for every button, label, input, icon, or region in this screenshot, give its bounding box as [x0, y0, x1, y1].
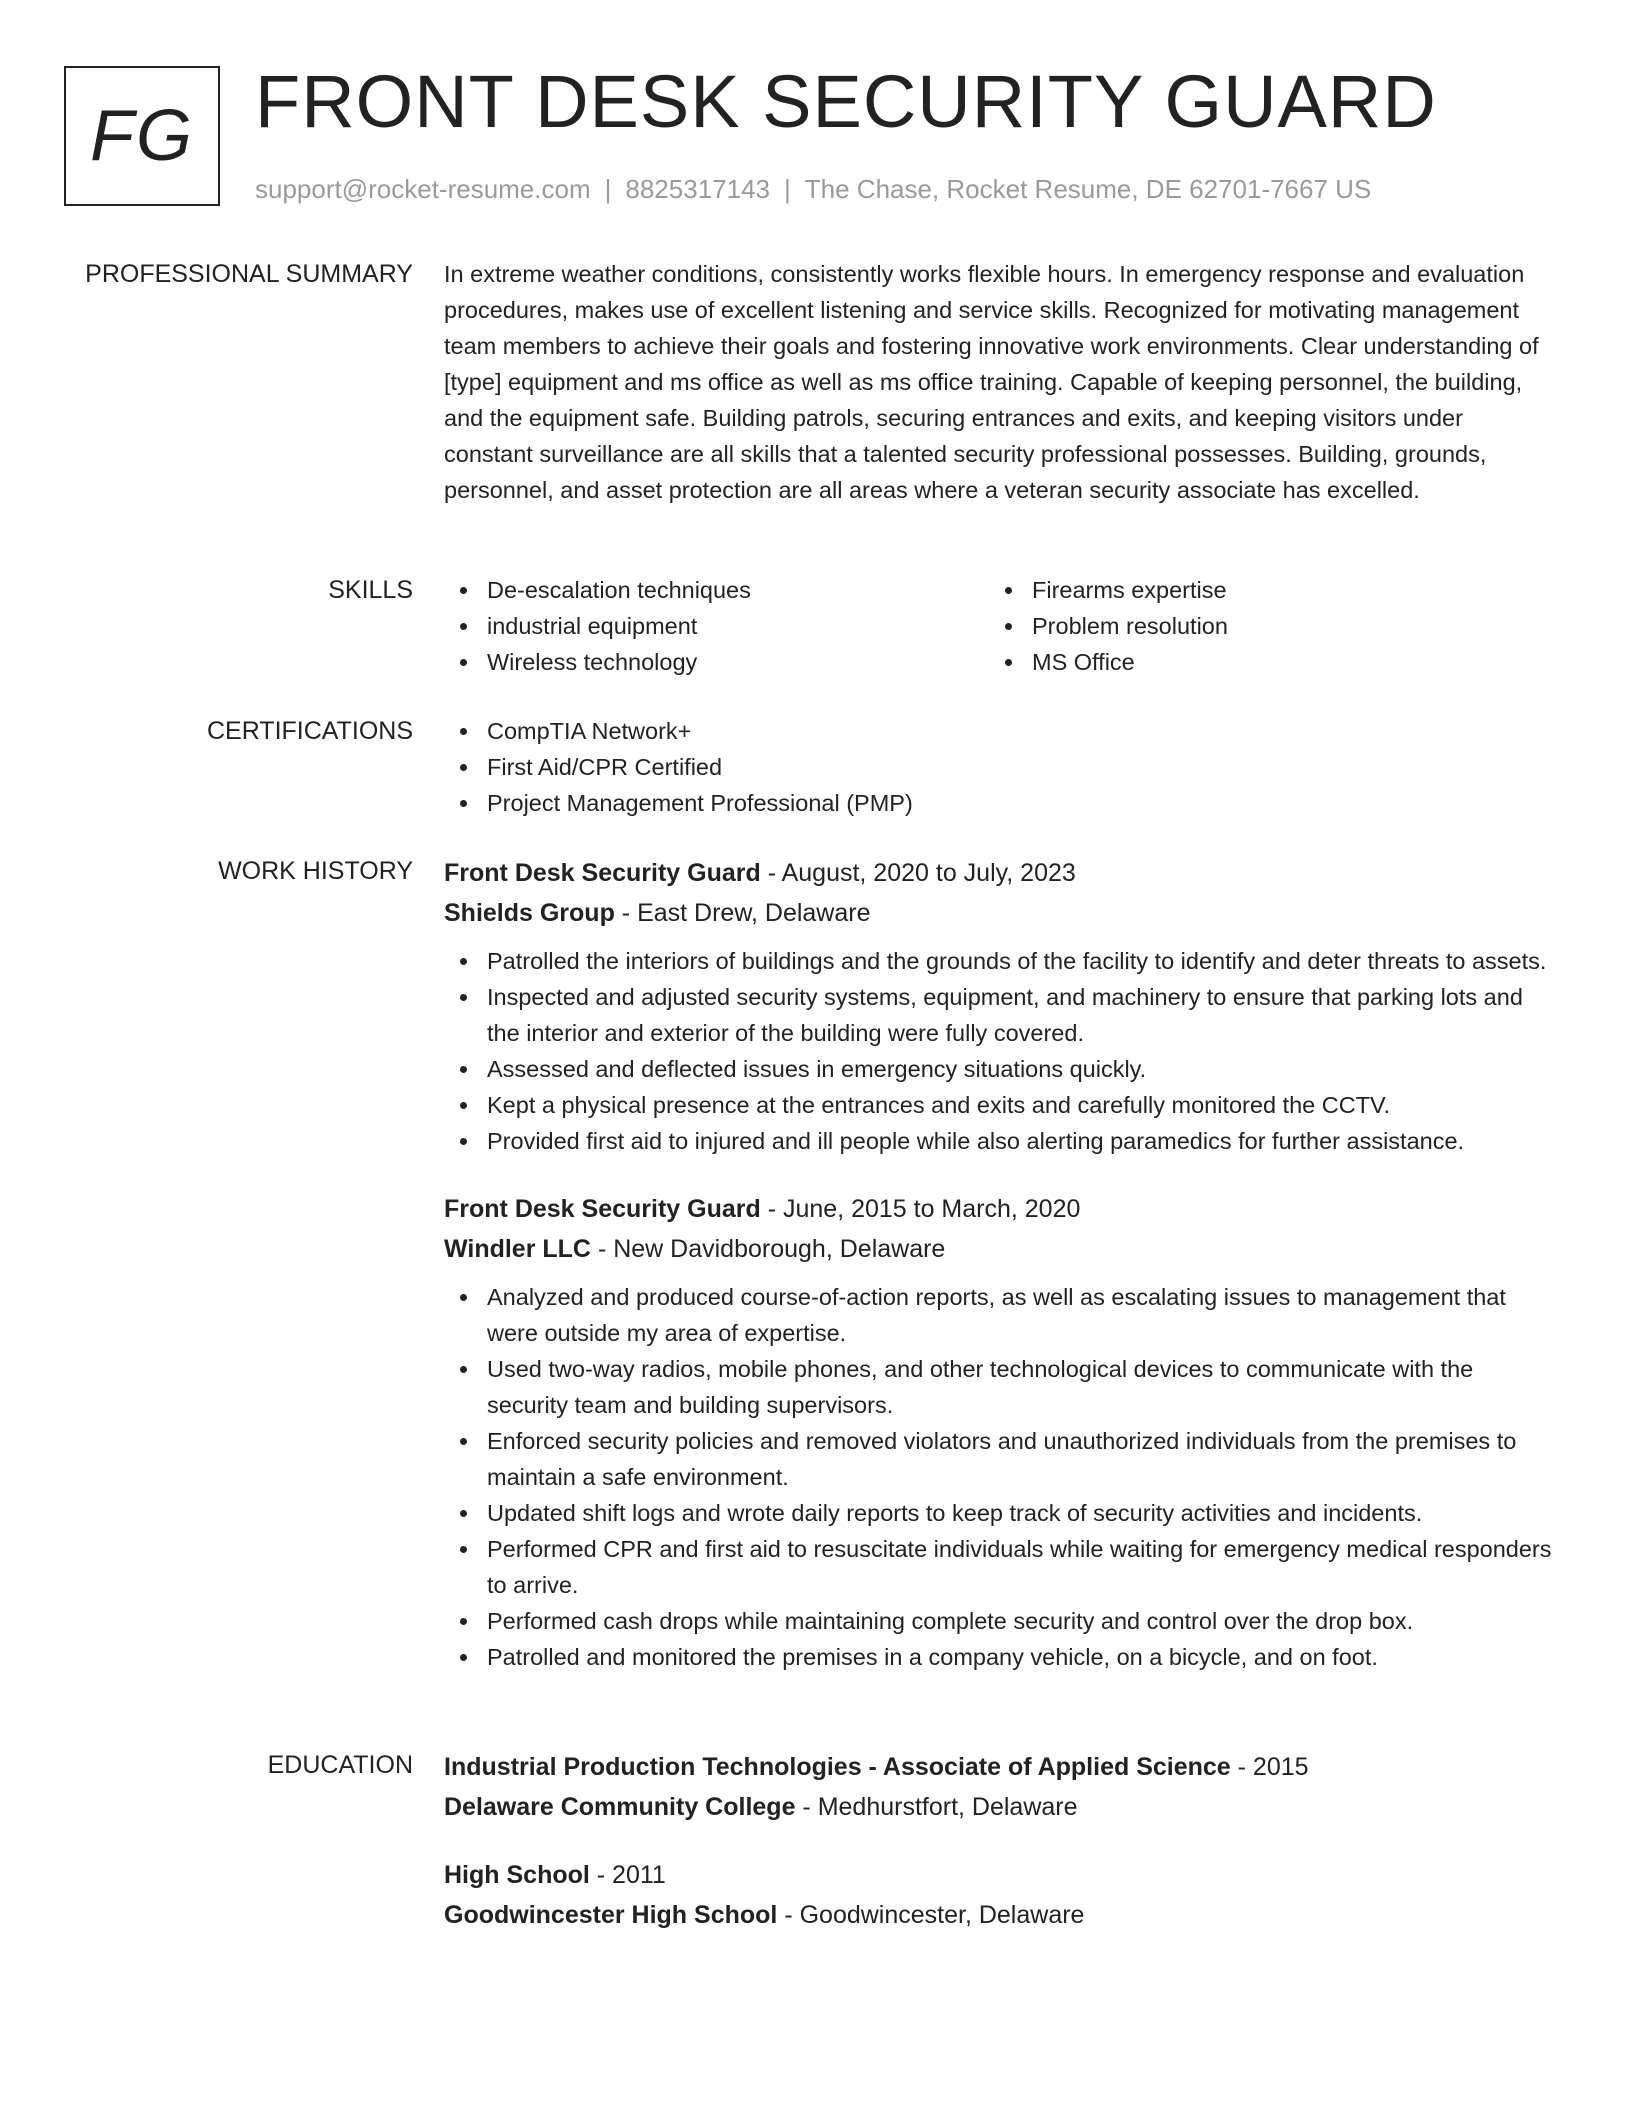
contact-separator: | — [784, 174, 791, 204]
work-history-heading: WORK HISTORY — [218, 857, 413, 885]
job-title-line — [444, 1189, 1552, 1229]
monogram-initials: FG — [90, 96, 194, 176]
list-item: Wireless technology — [444, 644, 989, 680]
monogram-box — [64, 66, 220, 206]
list-item: Performed cash drops while maintaining complete security and control over the drop box. — [444, 1603, 1552, 1639]
list-item: Used two-way radios, mobile phones, and other technological devices to communicate with the security team and building supervisors. — [444, 1351, 1552, 1423]
job-dates: - June, 2015 to March, 2020 — [760, 1195, 1081, 1223]
education-body — [444, 1747, 1552, 1935]
list-item: Project Management Professional (PMP) — [444, 785, 1552, 821]
list-item: Patrolled the interiors of buildings and the grounds of the facility to identify and deter threats to assets. — [444, 943, 1552, 979]
job-title-line — [444, 853, 1552, 893]
school-location: - Medhurstfort, Delaware — [795, 1793, 1078, 1821]
job-duties — [444, 1279, 1552, 1675]
list-item: CompTIA Network+ — [444, 713, 1552, 749]
degree: High School — [444, 1861, 590, 1889]
list-item: MS Office — [989, 644, 1534, 680]
education-heading: EDUCATION — [267, 1751, 413, 1779]
job-title: Front Desk Security Guard — [444, 859, 761, 887]
degree-line — [444, 1747, 1552, 1787]
list-item: Assessed and deflected issues in emergency situations quickly. — [444, 1051, 1552, 1087]
list-item: industrial equipment — [444, 608, 989, 644]
contact-email[interactable]: support@rocket-resume.com — [255, 174, 591, 204]
job-dates: - August, 2020 to July, 2023 — [760, 859, 1076, 887]
skills-lists — [444, 572, 1552, 680]
job-entry — [444, 1189, 1552, 1675]
certifications-list — [444, 713, 1552, 821]
job-company: Windler LLC — [444, 1235, 591, 1263]
job-title: Front Desk Security Guard — [444, 1195, 761, 1223]
entry-spacer — [444, 1827, 1552, 1855]
list-item: Inspected and adjusted security systems, equipment, and machinery to ensure that parking lots and the interior and exterior of the building were fully covered. — [444, 979, 1552, 1051]
entry-spacer — [444, 1159, 1552, 1189]
list-item: Performed CPR and first aid to resuscitate individuals while waiting for emergency medical responders to arrive. — [444, 1531, 1552, 1603]
contact-phone[interactable]: 8825317143 — [625, 174, 770, 204]
summary-text: In extreme weather conditions, consistently works flexible hours. In emergency response and evaluation procedures, makes use of excellent listening and service skills. Recognized for motivating management team members to achieve their goals and fostering innovative work environments. Clear understanding of [type] equipment and ms office as well as ms office training. Capable of keeping personnel, the building, and the equipment safe. Building patrols, securing entrances and exits, and keeping visitors under constant surveillance are all skills that a talented security professional possesses. Building, grounds, personnel, and asset protection are all areas where a veteran security associate has excelled. — [444, 261, 1539, 503]
list-item: Problem resolution — [989, 608, 1534, 644]
certifications-heading: CERTIFICATIONS — [206, 717, 413, 745]
job-location: - New Davidborough, Delaware — [591, 1235, 946, 1263]
school-line — [444, 1787, 1552, 1827]
education-entry — [444, 1747, 1552, 1827]
job-entry — [444, 853, 1552, 1159]
skills-list-right — [989, 572, 1534, 680]
degree-line — [444, 1855, 1552, 1895]
list-item: Patrolled and monitored the premises in a company vehicle, on a bicycle, and on foot. — [444, 1639, 1552, 1675]
list-item: Analyzed and produced course-of-action reports, as well as escalating issues to management that were outside my area of expertise. — [444, 1279, 1552, 1351]
work-history-body — [444, 853, 1552, 1675]
education-entry — [444, 1855, 1552, 1935]
certifications-body — [444, 713, 1552, 821]
list-item: First Aid/CPR Certified — [444, 749, 1552, 785]
list-item: Firearms expertise — [989, 572, 1534, 608]
school-line — [444, 1895, 1552, 1935]
list-item: Enforced security policies and removed violators and unauthorized individuals from the premises to maintain a safe environment. — [444, 1423, 1552, 1495]
summary-heading: PROFESSIONAL SUMMARY — [85, 260, 413, 288]
contact-separator: | — [604, 174, 612, 204]
contact-line — [255, 172, 1592, 206]
list-item: De-escalation techniques — [444, 572, 989, 608]
school: Delaware Community College — [444, 1793, 796, 1821]
list-item: Provided first aid to injured and ill people while also alerting paramedics for further assistance. — [444, 1123, 1552, 1159]
degree-year: - 2011 — [589, 1861, 666, 1889]
job-company-line — [444, 1229, 1552, 1269]
degree-year: - 2015 — [1230, 1753, 1309, 1781]
list-item: Updated shift logs and wrote daily reports to keep track of security activities and incidents. — [444, 1495, 1552, 1531]
job-company-line — [444, 893, 1552, 933]
resume-title: FRONT DESK SECURITY GUARD — [255, 60, 1437, 143]
list-item: Kept a physical presence at the entrances and exits and carefully monitored the CCTV. — [444, 1087, 1552, 1123]
job-duties — [444, 943, 1552, 1159]
job-company: Shields Group — [444, 899, 615, 927]
degree: Industrial Production Technologies - Associate of Applied Science — [444, 1753, 1231, 1781]
job-location: - East Drew, Delaware — [614, 899, 871, 927]
school: Goodwincester High School — [444, 1901, 778, 1929]
skills-heading: SKILLS — [328, 576, 413, 604]
school-location: - Goodwincester, Delaware — [777, 1901, 1085, 1929]
contact-address: The Chase, Rocket Resume, DE 62701-7667 US — [804, 174, 1372, 204]
skills-list-left — [444, 572, 989, 680]
